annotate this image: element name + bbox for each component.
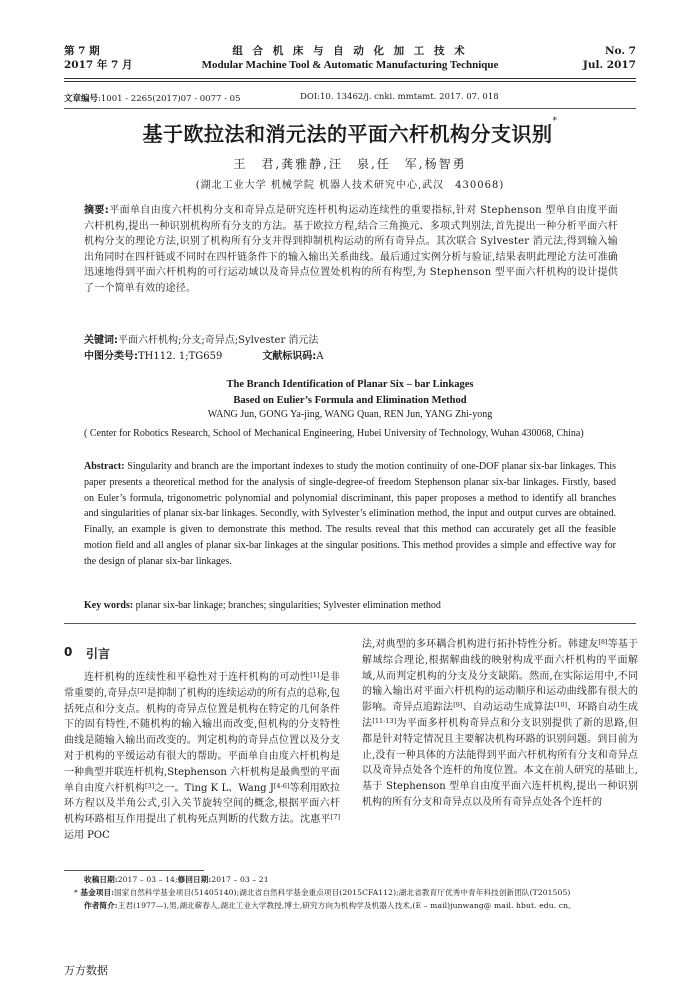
abstract-rule — [64, 623, 636, 624]
issue-date-en: Jul. 2017 — [582, 59, 636, 71]
body-text-run: 、环路自动生成法 — [362, 702, 639, 729]
citation-ref: [1] — [310, 671, 320, 679]
english-authors: WANG Jun, GONG Ya-jing, WANG Quan, REN Jun, YANG Zhi-yong — [207, 409, 493, 420]
body-text-run: 是非常重要的,奇异点 — [64, 672, 341, 699]
meta-rule — [64, 108, 636, 109]
citation-ref: [10] — [553, 701, 568, 710]
issue-number-en: No. 7 — [604, 45, 636, 57]
english-affiliation: ( Center for Robotics Research, School of Mechanical Engineering, Hubei University of Technology, Wuhan 430068, China) — [84, 428, 584, 439]
watermark: 万方数据 — [64, 964, 108, 977]
english-abstract — [84, 459, 616, 570]
title-fund-marker: * — [552, 116, 558, 126]
citation-ref: [3] — [144, 781, 155, 790]
english-keywords-text: planar six-bar linkage; branches; singularities; Sylvester elimination method — [135, 600, 441, 611]
body-column-left — [64, 670, 340, 844]
english-abstract-text: Singularity and branch are the important indexes to study the motion continuity of one-DOF planar six-bar linkages. This paper presents a theoretical method for the analysis of single-degree-of freedom Stephenson planar six-bar linkages. Firstly, based on Euler’s formula, trigonometric polynomial and polynomial discriminant, this paper proposes a method to identify all branches and singularities of planar six-bar linkages. Secondly, with Sylvester’s elimination method, the input and output curves are obtained. Finally, an example is given to demonstrate this method. The results reveal that this method can accurately get all the feasible motion field and all angles of planar six-bar linkages at the singular positions. This method provides a simple and effective way for the design of planar six-bar linkages. — [84, 461, 617, 567]
doc-code-value: A — [316, 351, 324, 362]
keywords-cn-label: 关键词: — [84, 335, 118, 346]
doi: DOI:10. 13462/j. cnki. mmtamt. 2017. 07. 018 — [300, 92, 499, 102]
footnote-fund — [74, 887, 654, 899]
received-date: 2017 – 03 – 14; — [117, 875, 178, 884]
section-title: 引言 — [86, 647, 111, 661]
body-text-run: 是抑制了机构的连续运动的所有点的总称,包括死点和分支点。机构的奇异点位置是机构在特定的几何条件下的固有特性,不随机构的输入输出而改变,但机构的分支特性曲线是随输入输出而改变的。判定机构的奇异点位置以及分支对于机构的平缓运动有很大的帮助。平面单自由度六杆机构是一种典型并联连杆机构,Stephenson 六杆机构是最典型的平面单自由度六杆机构 — [64, 687, 340, 794]
header-rule-thin — [64, 81, 636, 82]
citation-ref: [2] — [137, 686, 147, 695]
footnote-dates — [84, 874, 664, 886]
english-title — [64, 377, 636, 409]
abstract-cn-label: 摘要: — [84, 205, 109, 216]
footnote-author — [84, 900, 664, 912]
class-value: TH112. 1;TG659 — [138, 351, 223, 362]
body-text-run: 为平面多杆机构奇异点和分支识别提供了新的思路,但都是针对特定情况且主要解决机构环路的识别问题。到目前为止,没有一种具体的方法能得到平面六杆机构所有分支和奇异点以及奇异点处各个连杆的角度位置。本文在前人研究的基础上,基于 Stephenson 型单自由度平面六连杆机构,提出一种识别机构的所有分支和奇异点以及所有奇异点处各个连杆的 — [362, 717, 639, 808]
header-rule — [64, 78, 636, 79]
english-abstract-label: Abstract: — [84, 461, 125, 472]
body-text-run: 等利用欧拉环方程以及半角公式,引入关节旋转空间的概念,根据平面六杆机构环路相互作用提出了机构死点判断的代数方法。沈惠平 — [64, 782, 341, 826]
article-number-value: :1001 - 2265(2017)07 - 0077 - 05 — [98, 94, 241, 104]
english-title-line2: Based on Eulier’s Formula and Elimination Method — [233, 395, 467, 406]
citation-ref: [7] — [330, 813, 340, 822]
body-text-run: 之一。Ting K L、Wang J — [154, 782, 274, 794]
doc-code-label: 文献标识码: — [262, 351, 317, 362]
citation-ref: [4-6] — [273, 781, 290, 790]
classification — [84, 347, 324, 362]
journal-issue-en — [583, 44, 636, 72]
section-number: 0 — [64, 645, 73, 659]
author-bio-label: 作者简介: — [84, 901, 118, 910]
keywords-cn — [84, 331, 318, 346]
citation-ref: [8] — [598, 638, 608, 646]
footnote-rule — [64, 870, 204, 871]
abstract-cn-text: 平面单自由度六杆机构分支和奇异点是研究连杆机构运动连续性的重要指标,针对 Stephenson 型单自由度平面六杆机构,提出一种识别机构所有分支的方法。基于欧拉方程,结合三角换元、多项式判别法,首先提出一种分析平面六杆机构分支的理论方法,识别了机构所有分支并得到抑制机构运动的所有奇异点。其次联合 Sylvester 消元法,得到输入输出角同时在四杆链或不同时在四杆链条件下的输入输出关系曲线。最后通过实例分析与验证,结果表明此理论方法可准确迅速地得到平面六杆机构的可行运动域以及奇异点位置处机构的所有构型,为 Stephenson 型平面六杆机构的设计提供了一个简单有效的途径。 — [84, 205, 618, 294]
class-label: 中图分类号: — [84, 351, 138, 362]
revised-label: 修回日期: — [177, 875, 212, 884]
paper-title-text: 基于欧拉法和消元法的平面六杆机构分支识别 — [142, 122, 553, 146]
english-keywords-label: Key words: — [84, 600, 134, 611]
body-column-right — [362, 637, 638, 811]
fund-marker: * — [74, 888, 78, 897]
journal-name-en: Modular Machine Tool & Automatic Manufacturing Technique — [201, 59, 499, 71]
english-keywords — [84, 600, 441, 611]
citation-ref: [9] — [453, 701, 463, 710]
keywords-cn-text: 平面六杆机构;分支;奇异点;Sylvester 消元法 — [118, 335, 319, 346]
authors: 王 君,龚雅静,汪 泉,任 军,杨智勇 — [233, 157, 467, 171]
article-number — [64, 92, 241, 104]
article-number-label: 文章编号 — [64, 94, 99, 104]
body-text-run: 连杆机构的连续性和平稳性对于连杆机构的可动性 — [84, 672, 311, 683]
journal-name-cn: 组 合 机 床 与 自 动 化 加 工 技 术 — [232, 45, 468, 57]
english-title-line1: The Branch Identification of Planar Six – bar Linkages — [226, 379, 474, 390]
author-bio-text: 王君(1977—),男,湖北蕲春人,湖北工业大学教授,博士,研究方向为机构学及机器人技术,(E – mail)junwang@ mail. hbut. edu. cn。 — [117, 901, 576, 910]
affiliation: (湖北工业大学 机械学院 机器人技术研究中心,武汉 430068) — [195, 180, 505, 191]
issue-date-cn: 2017 年 7 月 — [64, 59, 133, 71]
abstract-cn — [84, 203, 618, 297]
body-text-run: 运用 POC — [64, 829, 110, 841]
fund-text: 国家自然科学基金项目(51405140);湖北省自然科学基金重点项目(2015CFA112);湖北省教育厅优秀中青年科技创新团队(T201505) — [114, 888, 571, 897]
revised-date: 2017 – 03 – 21 — [211, 875, 269, 884]
fund-label: 基金项目: — [80, 888, 115, 897]
citation-ref: [11-13] — [372, 716, 397, 725]
body-text-run: 等基于解域综合理论,根据解曲线的映射构成平面六杆机构的平面解域,从而判定机构的分支及分支缺陷。然而,在实际运用中,不同的输入输出对平面六杆机构的运动顺序和运动曲线都有很大的影响。奇异点追踪法 — [362, 639, 638, 714]
issue-number-cn: 第 7 期 — [64, 45, 100, 57]
received-label: 收稿日期: — [84, 875, 118, 884]
body-text-run: 法,对典型的多环耦合机构进行拓扑特性分析。韩建友 — [362, 639, 599, 650]
journal-name — [150, 44, 550, 72]
journal-issue-cn — [64, 44, 133, 72]
body-text-run: 、自动运动生成算法 — [462, 702, 554, 714]
paper-title — [64, 118, 636, 147]
